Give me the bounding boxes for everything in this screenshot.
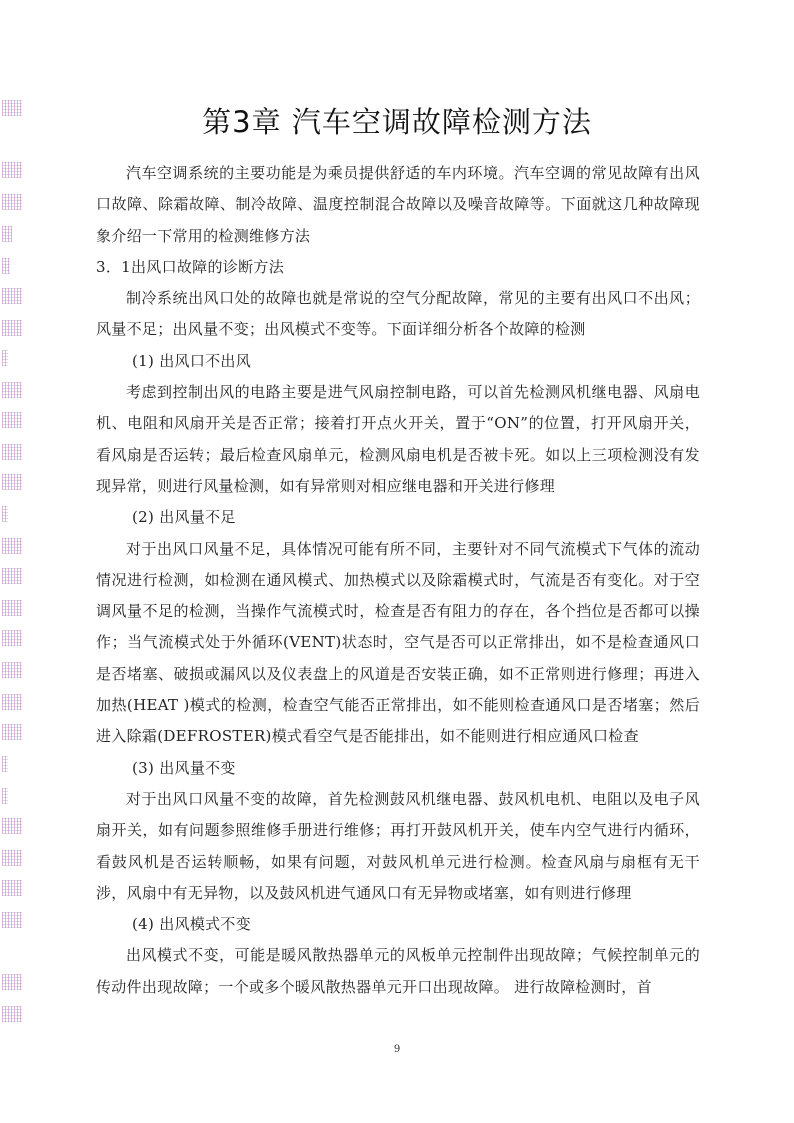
page-number: 9	[393, 1044, 401, 1055]
scan-artifact	[2, 412, 22, 428]
scan-artifact	[2, 756, 8, 772]
scan-artifact	[2, 600, 22, 616]
scan-artifact	[2, 694, 22, 710]
body-text	[96, 158, 700, 1003]
scan-artifact	[2, 194, 22, 210]
subsection-paragraph-4: 出风模式不变，可能是暖风散热器单元的风板单元控制件出现故障；气候控制单元的传动件出现故障；一个或多个暖风散热器单元开口出现故障。 进行故障检测时，首	[96, 946, 700, 996]
scan-artifact	[2, 818, 22, 834]
scan-artifact	[2, 444, 22, 460]
scan-artifact	[2, 662, 22, 678]
subsection-paragraph-3: 对于出风口风量不变的故障，首先检测鼓风机继电器、鼓风机电机、电阻以及电子风扇开关，如有问题参照维修手册进行维修；再打开鼓风机开关，使车内空气进行内循环，看鼓风机是否运转顺畅，如果有问题，对鼓风机单元进行检测。检查风扇与扇框有无干涉，风扇中有无异物，以及鼓风机进气通风口有无异物或堵塞，如有则进行修理	[96, 789, 700, 902]
subsection-heading-2: (2) 出风量不足	[132, 508, 236, 527]
intro-paragraph: 汽车空调系统的主要功能是为乘员提供舒适的车内环境。汽车空调的常见故障有出风口故障、除霜故障、制冷故障、温度控制混合故障以及噪音故障等。下面就这几种故障现象介绍一下常用的检测维修方法	[96, 164, 700, 245]
section-intro-paragraph: 制冷系统出风口处的故障也就是常说的空气分配故障，常见的主要有出风口不出风；风量不足；出风量不变；出风模式不变等。下面详细分析各个故障的检测	[96, 289, 700, 339]
scan-artifact	[2, 288, 22, 304]
scan-artifact	[2, 724, 22, 740]
subsection-heading-3: (3) 出风量不变	[132, 758, 236, 777]
scan-artifact	[2, 506, 8, 522]
scan-artifact	[2, 1006, 22, 1022]
left-margin-scan-artifacts	[2, 100, 24, 1030]
scan-artifact	[2, 320, 22, 336]
scan-artifact	[2, 258, 10, 274]
scan-artifact	[2, 382, 22, 398]
scan-artifact	[2, 162, 22, 178]
scan-artifact	[2, 630, 22, 646]
scan-artifact	[2, 788, 8, 804]
subsection-paragraph-2: 对于出风口风量不足，具体情况可能有所不同，主要针对不同气流模式下气体的流动情况进行检测，如检测在通风模式、加热模式以及除霜模式时，气流是否有变化。对于空调风量不足的检测，当操作气流模式时，检查是否有阻力的存在，各个挡位是否都可以操作；当气流模式处于外循环(VENT)状态时，空气是否可以正常排出，如不是检查通风口是否堵塞、破损或漏风以及仪表盘上的风道是否安装正确，如不正常则进行修理；再进入加热(HEAT )模式的检测，检查空气能否正常排出，如不能则检查通风口是否堵塞；然后进入除霜(DEFROSTER)模式看空气是否能排出，如不能则进行相应通风口检查	[96, 539, 700, 746]
subsection-heading-1: (1) 出风口不出风	[132, 351, 252, 370]
scan-artifact	[2, 474, 22, 490]
scan-artifact	[2, 912, 22, 928]
scan-artifact	[2, 350, 8, 366]
subsection-paragraph-1: 考虑到控制出风的电路主要是进气风扇控制电路，可以首先检测风机继电器、风扇电机、电阻和风扇开关是否正常；接着打开点火开关，置于“ON”的位置，打开风扇开关，看风扇是否运转；最后检查风扇单元，检测风扇电机是否被卡死。如以上三项检测没有发现异常，则进行风量检测，如有异常则对相应继电器和开关进行修理	[96, 383, 700, 495]
scan-artifact	[2, 850, 22, 866]
scan-artifact	[2, 880, 22, 896]
scan-artifact	[2, 538, 22, 554]
subsection-heading-4: (4) 出风模式不变	[132, 915, 252, 934]
scan-artifact	[2, 974, 22, 990]
scan-artifact	[2, 568, 22, 584]
scan-artifact	[2, 226, 12, 242]
section-heading: 3．1出风口故障的诊断方法	[96, 257, 284, 276]
chapter-title: 第3章 汽车空调故障检测方法	[202, 105, 592, 139]
